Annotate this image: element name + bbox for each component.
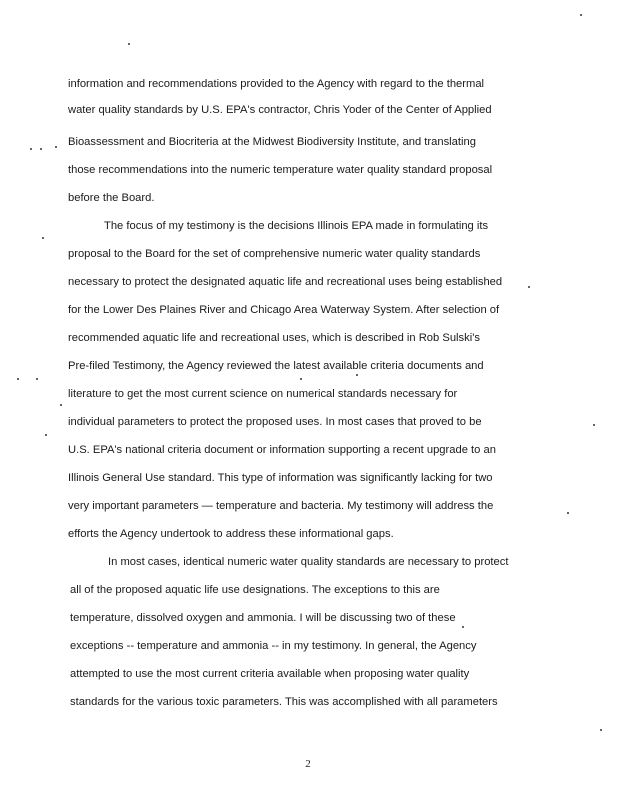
scan-speck bbox=[567, 512, 569, 514]
text-line: those recommendations into the numeric temperature water quality standard proposal bbox=[68, 164, 493, 176]
text-line: In most cases, identical numeric water quality standards are necessary to protect bbox=[108, 556, 509, 568]
text-line: standards for the various toxic parameters. This was accomplished with all parameters bbox=[70, 696, 498, 708]
scan-speck bbox=[128, 43, 130, 45]
text-line: water quality standards by U.S. EPA's contractor, Chris Yoder of the Center of Applied bbox=[68, 104, 492, 116]
text-line: Pre-filed Testimony, the Agency reviewed the latest available criteria documents and bbox=[68, 360, 484, 372]
scan-speck bbox=[55, 146, 57, 148]
scan-speck bbox=[580, 14, 582, 16]
text-line: all of the proposed aquatic life use designations. The exceptions to this are bbox=[70, 584, 440, 596]
scan-speck bbox=[17, 378, 19, 380]
scan-speck bbox=[600, 729, 602, 731]
text-line: recommended aquatic life and recreational uses, which is described in Rob Sulski's bbox=[68, 332, 480, 344]
scan-speck bbox=[30, 148, 32, 150]
text-line: before the Board. bbox=[68, 192, 155, 204]
text-line: The focus of my testimony is the decisions Illinois EPA made in formulating its bbox=[104, 220, 489, 232]
scan-speck bbox=[45, 434, 47, 436]
text-line: exceptions -- temperature and ammonia -- in my testimony. In general, the Agency bbox=[70, 640, 477, 652]
text-line: for the Lower Des Plaines River and Chicago Area Waterway System. After selection of bbox=[68, 304, 500, 316]
scan-speck bbox=[36, 378, 38, 380]
page-number: 2 bbox=[305, 758, 311, 770]
scan-speck bbox=[40, 148, 42, 150]
text-line: attempted to use the most current criteria available when proposing water quality bbox=[70, 668, 470, 680]
scan-speck bbox=[60, 404, 62, 406]
text-line: literature to get the most current science on numerical standards necessary for bbox=[68, 388, 458, 400]
text-line: information and recommendations provided to the Agency with regard to the thermal bbox=[68, 78, 485, 90]
text-line: Illinois General Use standard. This type of information was significantly lacking for two bbox=[68, 472, 493, 484]
text-line: necessary to protect the designated aquatic life and recreational uses being established bbox=[68, 276, 503, 288]
text-line: efforts the Agency undertook to address these informational gaps. bbox=[68, 528, 394, 540]
text-line: temperature, dissolved oxygen and ammonia. I will be discussing two of these bbox=[70, 612, 456, 624]
text-line: U.S. EPA's national criteria document or information supporting a recent upgrade to an bbox=[68, 444, 496, 456]
scan-speck bbox=[42, 237, 44, 239]
text-line: very important parameters — temperature and bacteria. My testimony will address the bbox=[68, 500, 494, 512]
scan-speck bbox=[462, 626, 464, 628]
scan-speck bbox=[593, 424, 595, 426]
scan-speck bbox=[300, 378, 302, 380]
scan-speck bbox=[356, 374, 358, 376]
text-line: individual parameters to protect the proposed uses. In most cases that proved to be bbox=[68, 416, 482, 428]
scan-speck bbox=[528, 286, 530, 288]
text-line: Bioassessment and Biocriteria at the Midwest Biodiversity Institute, and translating bbox=[68, 136, 476, 148]
text-line: proposal to the Board for the set of comprehensive numeric water quality standards bbox=[68, 248, 481, 260]
